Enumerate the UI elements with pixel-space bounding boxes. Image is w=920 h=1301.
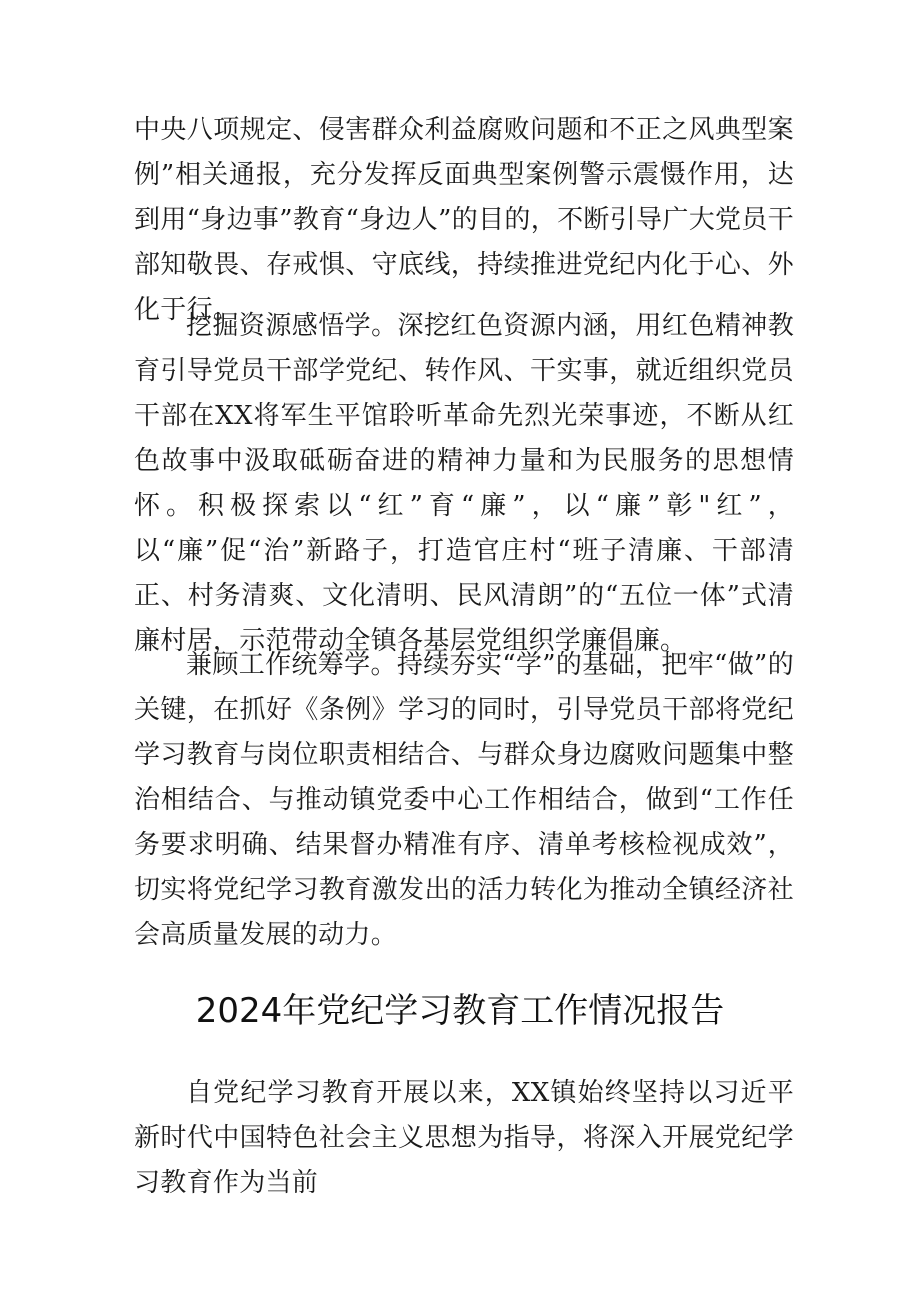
report-intro-paragraph: 自党纪学习教育开展以来，XX镇始终坚持以习近平新时代中国特色社会主义思想为指导，将深入开展党纪学习教育作为当前 bbox=[134, 1078, 794, 1198]
body-paragraph-resources: 挖掘资源感悟学。深挖红色资源内涵，用红色精神教育引导党员干部学党纪、转作风、干实事，就近组织党员干部在XX将军生平馆聆听革命先烈光荣事迹，不断从红色故事中汲取砥砺奋进的精神力量和为民服务的思想情怀。积极探索以“红”育“廉”，以“廉”彰"红”，以“廉”促“治”新路子，打造官庄村“班子清廉、干部清正、村务清爽、文化清明、民风清朗”的“五位一体”式清廉村居，示范带动全镇各基层党组织学廉倡廉。 bbox=[134, 311, 794, 656]
body-paragraph-coordination: 兼顾工作统筹学。持续夯实“学”的基础，把牢“做”的关键，在抓好《条例》学习的同时，引导党员干部将党纪学习教育与岗位职责相结合、与群众身边腐败问题集中整治相结合、与推动镇党委中心工作相结合，做到“工作任务要求明确、结果督办精准有序、清单考核检视成效”，切实将党纪学习教育激发出的活力转化为推动全镇经济社会高质量发展的动力。 bbox=[134, 650, 794, 950]
report-title: 2024年党纪学习教育工作情况报告 bbox=[195, 991, 725, 1031]
body-paragraph-continued: 中央八项规定、侵害群众利益腐败问题和不正之风典型案例”相关通报，充分发挥反面典型案例警示震慑作用，达到用“身边事”教育“身边人”的目的，不断引导广大党员干部知敬畏、存戒惧、守底线，持续推进党纪内化于心、外化于行。 bbox=[134, 115, 794, 325]
